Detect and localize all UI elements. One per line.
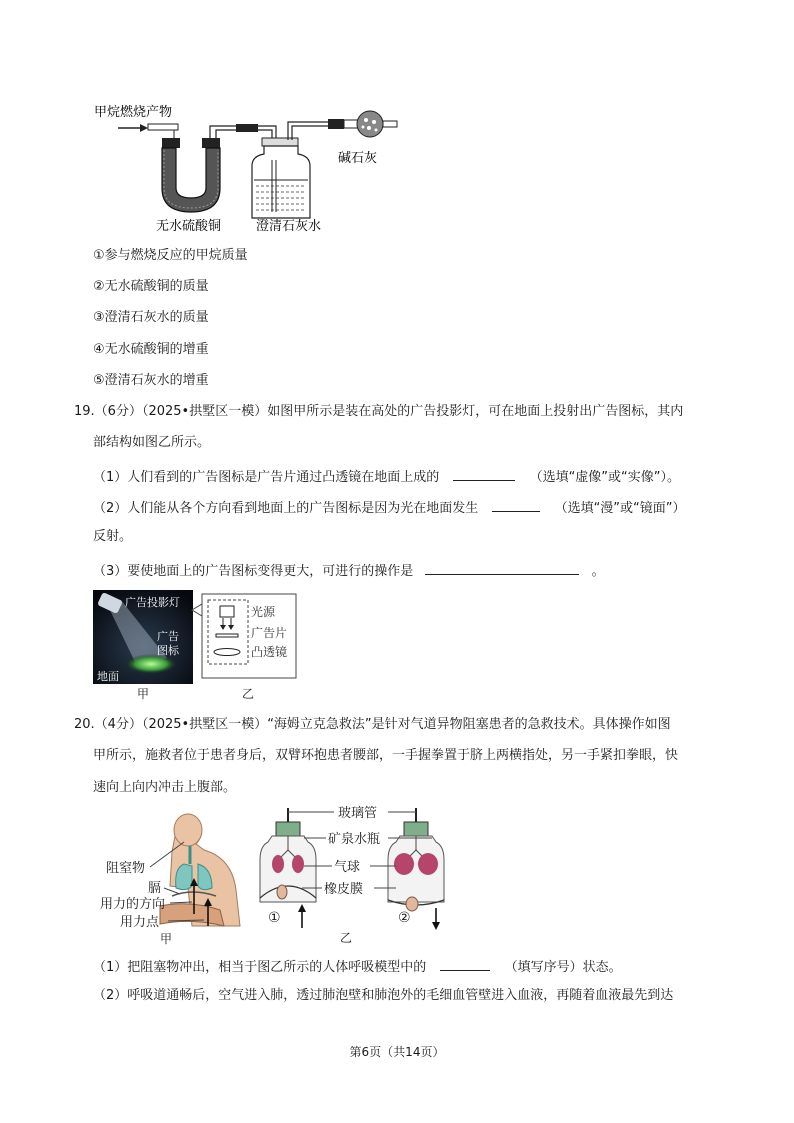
q20-part1-text: （1）把阻塞物冲出，相当于图乙所示的人体呼吸模型中的: [93, 960, 427, 975]
light-source-label: 光源: [251, 605, 276, 619]
q19-part3-text: （3）要使地面上的广告图标变得更大，可进行的操作是: [93, 564, 414, 579]
q19-part3: [93, 560, 605, 581]
state-2-label: ②: [398, 910, 411, 926]
icon-label-2: 图标: [157, 644, 179, 657]
option-4: ④无水硫酸铜的增重: [93, 342, 209, 357]
convex-lens: [214, 649, 240, 656]
q20-blank-1[interactable]: [440, 956, 490, 971]
q19-blank-3[interactable]: [425, 560, 579, 575]
option-3: ③澄清石灰水的质量: [93, 310, 209, 325]
q19-part2-text: （2）人们能从各个方向看到地面上的广告图标是因为光在地面发生: [93, 501, 479, 516]
q19-figure-jia: [93, 590, 193, 702]
option-1: ①参与燃烧反应的甲烷质量: [93, 248, 248, 263]
q20-stem-line1: 20.（4分）（2025•拱墅区一模）“海姆立克急救法”是针对气道异物阻塞患者的急救技术。具体操作如图: [74, 717, 671, 732]
soda-lime-tube: [328, 111, 397, 137]
lamp-label: 广告投影灯: [125, 596, 180, 609]
q19-part2-options: （选填“漫”或“镜面”）: [554, 501, 686, 516]
q19-jia-caption: 甲: [137, 687, 150, 701]
q20-figure-yi: [258, 804, 458, 946]
u-tube-label: 无水硫酸铜: [156, 219, 222, 234]
ad-film: [216, 634, 238, 637]
glass-tube-label: 玻璃管: [338, 806, 378, 821]
q19-part2-cont: 反射。: [93, 529, 133, 544]
bottle-model-2: [388, 808, 444, 911]
q19-stem-line1: 19.（6分）（2025•拱墅区一模）如图甲所示是装在高处的广告投影灯，可在地面上投射出广告图标，其内: [74, 404, 684, 419]
obstruction-label: 阻窒物: [106, 861, 146, 876]
bottle-label: 澄清石灰水: [256, 219, 322, 234]
q20-yi-caption: 乙: [340, 931, 353, 945]
q19-part2: [93, 497, 686, 518]
q20-stem-line2: 甲所示，施救者位于患者身后，双臂环抱患者腰部，一手握拳置于脐上两横指处，另一手紧扣拳眼，快: [93, 748, 679, 763]
diaphragm-label: 膈: [148, 881, 162, 896]
q19-blank-2[interactable]: [492, 497, 540, 512]
balloon-label: 气球: [334, 860, 361, 875]
force-point-label: 用力点: [120, 915, 160, 930]
film-label: 广告片: [251, 626, 288, 640]
q20-jia-caption: 甲: [160, 932, 173, 946]
ground-label: 地面: [97, 670, 119, 683]
input-label: 甲烷燃烧产物: [94, 105, 173, 120]
q19-blank-1[interactable]: [453, 466, 515, 481]
q19-part1: [93, 466, 680, 487]
bottle-label: 矿泉水瓶: [328, 832, 381, 847]
state-1-label: ①: [268, 910, 281, 926]
option-2: ②无水硫酸铜的质量: [93, 279, 209, 294]
u-tube: [162, 138, 220, 212]
q19-part1-text: （1）人们看到的广告图标是广告片通过凸透镜在地面上成的: [93, 470, 440, 485]
q20-part2: （2）呼吸道通畅后，空气进入肺，透过肺泡壁和肺泡外的毛细血管壁进入血液，再随着血液最先到达: [93, 988, 674, 1003]
q19-part1-options: （选填“虚像”或“实像”）。: [529, 470, 681, 485]
soda-lime-label: 碱石灰: [338, 151, 378, 166]
lime-water-bottle: [252, 122, 328, 218]
light-source: [220, 606, 234, 617]
q19-figure-yi: [190, 590, 300, 702]
combustion-apparatus-figure: [88, 100, 408, 235]
icon-label-1: 广告: [157, 630, 179, 643]
q19-yi-caption: 乙: [242, 687, 255, 701]
q20-part1: [93, 956, 622, 977]
q20-figure-jia: [100, 806, 260, 946]
q19-stem-line2: 部结构如图乙所示。: [93, 435, 211, 450]
option-5: ⑤澄清石灰水的增重: [93, 373, 209, 388]
q19-part3-end: 。: [591, 564, 605, 579]
q20-stem-line3: 速向上向内冲击上腹部。: [93, 780, 237, 795]
q20-part1-end: （填写序号）状态。: [504, 960, 622, 975]
force-direction-label: 用力的方向: [100, 897, 166, 912]
lens-label: 凸透镜: [251, 645, 288, 659]
projected-icon: [125, 654, 177, 674]
page-footer: 第6页（共14页）: [349, 1045, 445, 1059]
membrane-label: 橡皮膜: [324, 882, 364, 897]
